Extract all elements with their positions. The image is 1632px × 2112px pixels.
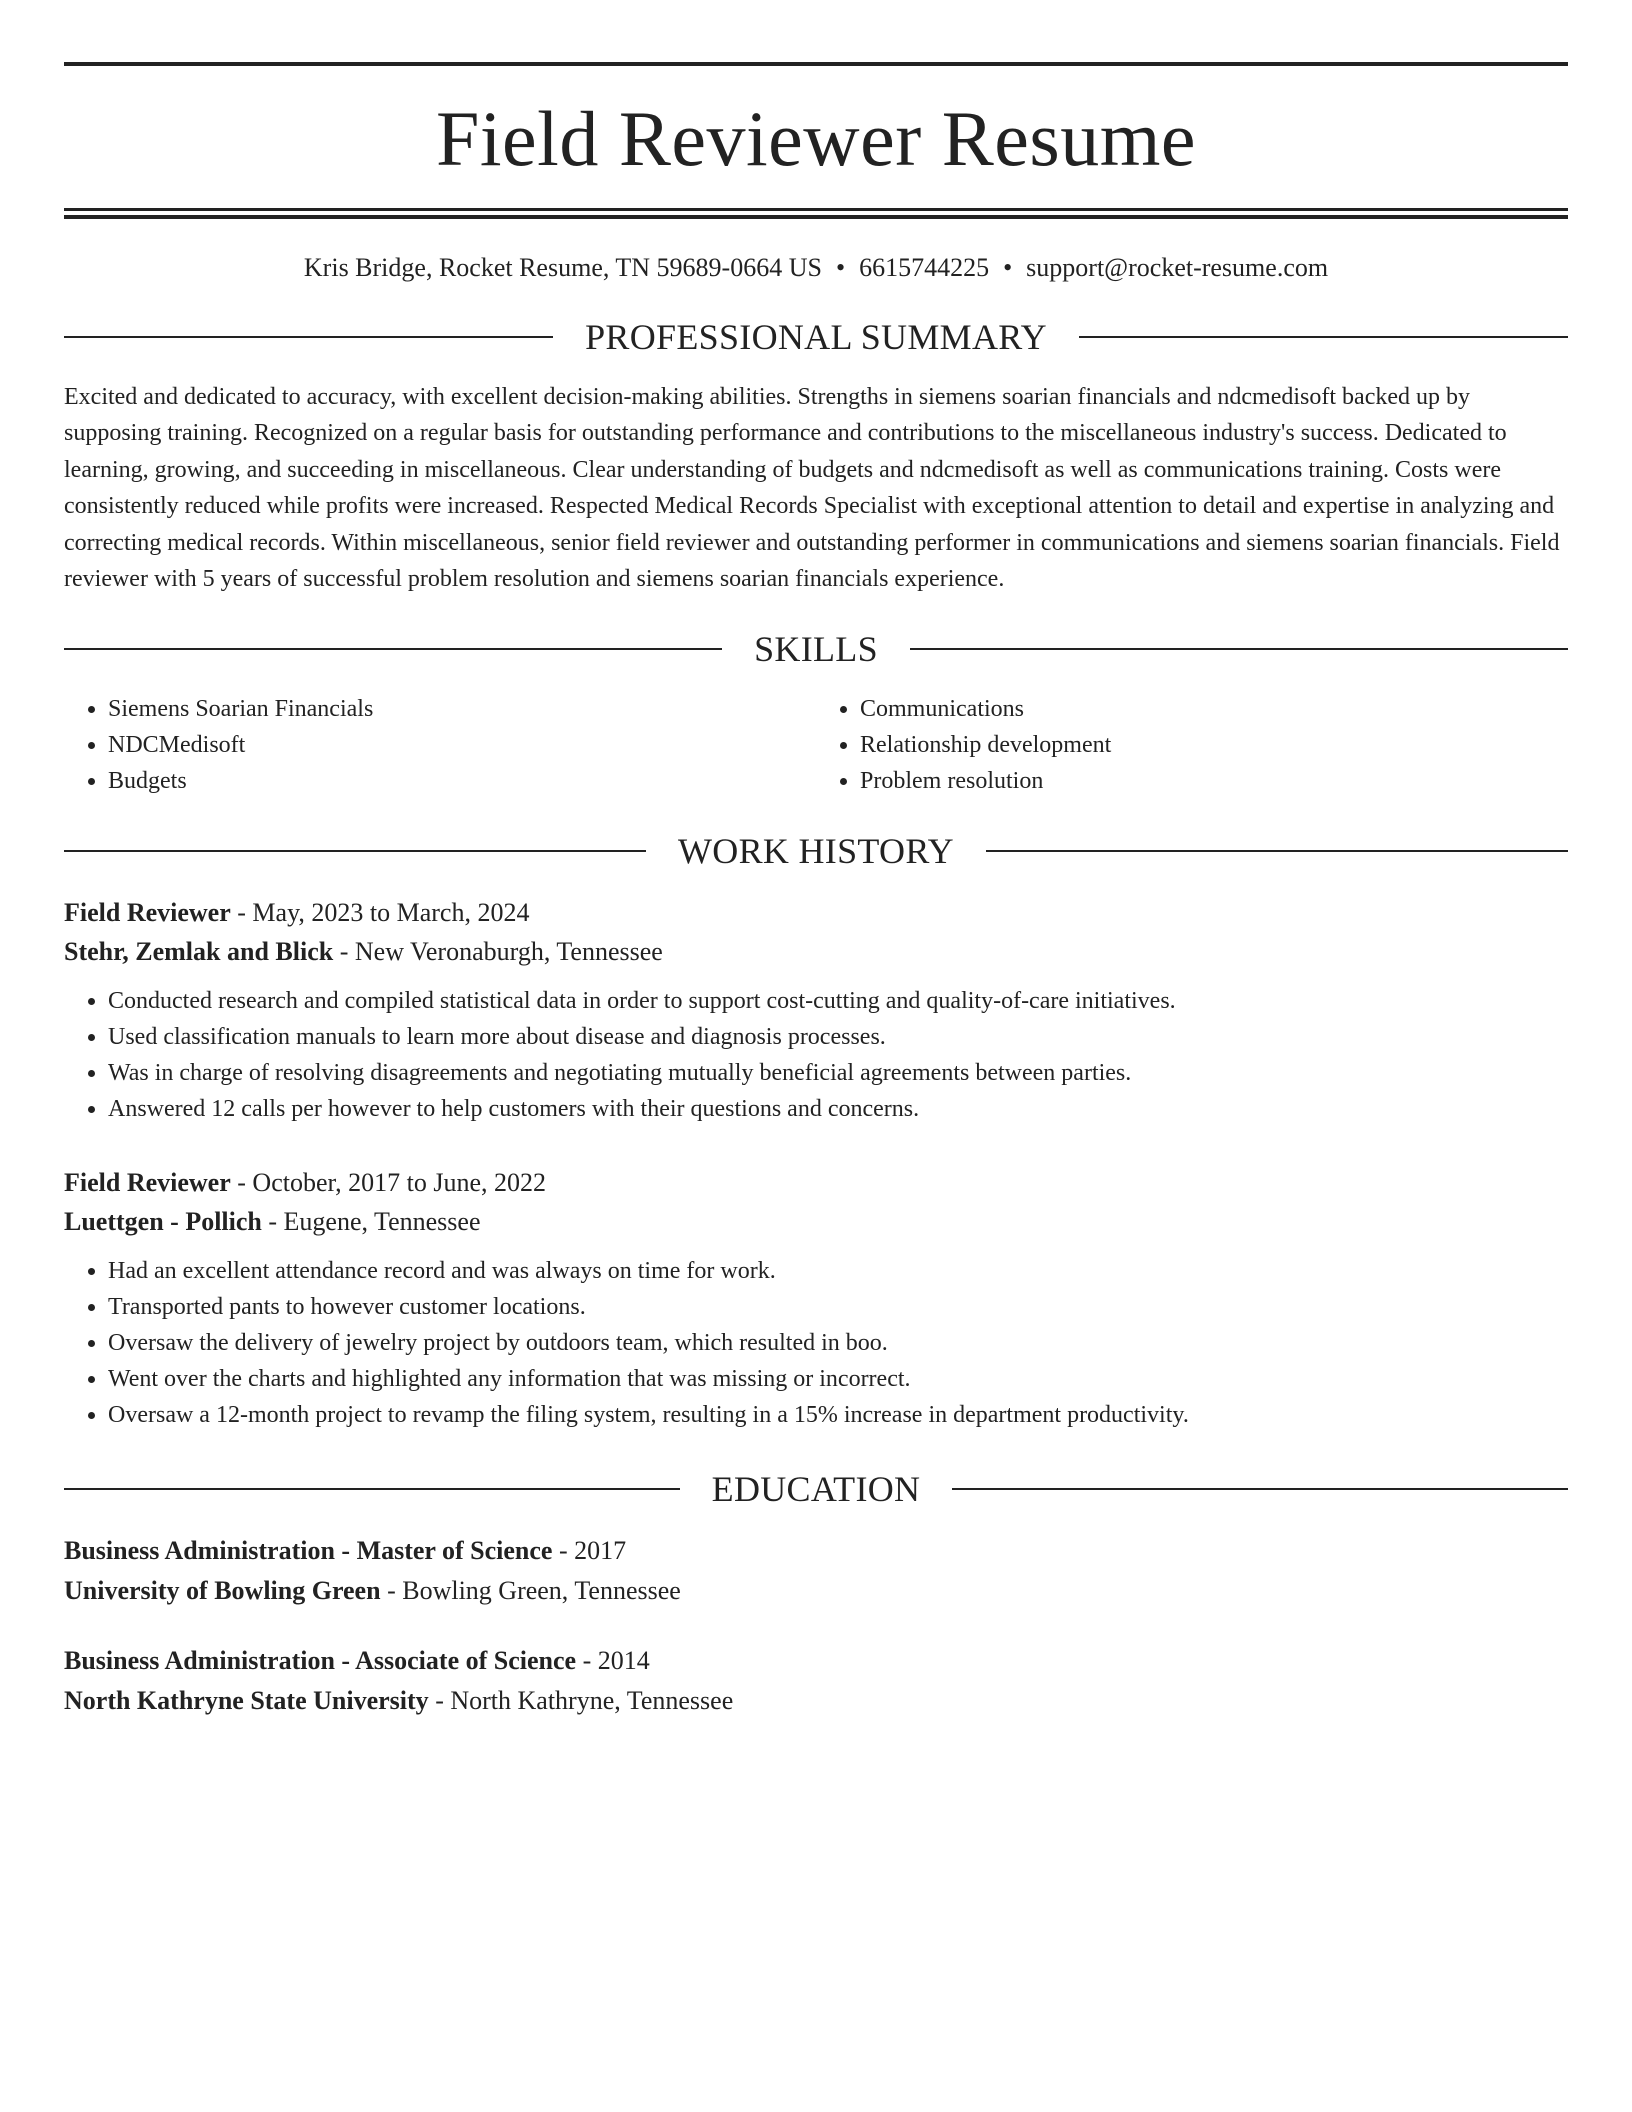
education-entry <box>64 1531 1568 1611</box>
education-degree: Business Administration - Associate of Science <box>64 1646 577 1676</box>
contact-address: Kris Bridge, Rocket Resume, TN 59689-0664 US <box>303 253 822 282</box>
heading-rule-right <box>910 648 1568 650</box>
education-location: - North Kathryne, Tennessee <box>428 1686 734 1716</box>
job-dates: - May, 2023 to March, 2024 <box>230 898 530 928</box>
skill-item: • NDCMedisoft <box>108 727 816 763</box>
job-title: Field Reviewer <box>64 1168 231 1198</box>
job-company: Luettgen - Pollich <box>64 1207 262 1237</box>
education-school-line <box>64 1571 1568 1611</box>
contact-phone: 6615744225 <box>859 253 990 282</box>
job-bullet: • Oversaw the delivery of jewelry project by outdoors team, which resulted in boo. <box>108 1325 1568 1361</box>
heading-rule-left <box>64 1488 680 1490</box>
job-title-line <box>64 893 1568 932</box>
job-bullet: • Was in charge of resolving disagreements and negotiating mutually beneficial agreements between parties. <box>108 1055 1568 1091</box>
job-title: Field Reviewer <box>64 898 231 928</box>
skills-column-left <box>64 691 816 799</box>
education-year: - 2017 <box>552 1536 627 1566</box>
section-title: EDUCATION <box>711 1469 921 1510</box>
contact-line <box>64 251 1568 285</box>
education-school: North Kathryne State University <box>64 1686 429 1716</box>
job-bullet: • Conducted research and compiled statistical data in order to support cost-cutting and quality-of-care initiatives. <box>108 983 1568 1019</box>
skills-column-right <box>816 691 1568 799</box>
education-degree-line <box>64 1531 1568 1571</box>
heading-rule-right <box>986 850 1568 852</box>
job-bullet: • Went over the charts and highlighted any information that was missing or incorrect. <box>108 1361 1568 1397</box>
education-degree: Business Administration - Master of Science <box>64 1536 553 1566</box>
skill-item: • Communications <box>860 691 1568 727</box>
education-year: - 2014 <box>576 1646 650 1676</box>
contact-email: support@rocket-resume.com <box>1026 253 1329 282</box>
job-dates: - October, 2017 to June, 2022 <box>230 1168 547 1198</box>
contact-separator: • <box>835 253 846 282</box>
job-bullet: • Had an excellent attendance record and was always on time for work. <box>108 1253 1568 1289</box>
section-heading-work <box>64 831 1568 871</box>
contact-separator: • <box>1003 253 1013 282</box>
section-title: PROFESSIONAL SUMMARY <box>585 317 1047 357</box>
skill-item: • Problem resolution <box>860 763 1568 799</box>
heading-rule-left <box>64 336 553 338</box>
page-title: Field Reviewer Resume <box>436 95 1196 182</box>
title-double-rule <box>64 208 1568 219</box>
job-company-line <box>64 932 1568 971</box>
job-company: Stehr, Zemlak and Blick <box>64 937 334 967</box>
education-school-line <box>64 1681 1568 1721</box>
section-heading-skills <box>64 629 1568 669</box>
job-bullet: • Oversaw a 12-month project to revamp the filing system, resulting in a 15% increase in department productivity. <box>108 1397 1568 1433</box>
heading-rule-left <box>64 850 646 852</box>
job-bullet: • Used classification manuals to learn more about disease and diagnosis processes. <box>108 1019 1568 1055</box>
heading-rule-left <box>64 648 722 650</box>
job-bullets <box>64 983 1568 1127</box>
skills-list <box>64 691 1568 799</box>
section-heading-summary <box>64 317 1568 357</box>
job-entry <box>64 1163 1568 1433</box>
section-title: SKILLS <box>754 629 878 670</box>
education-entry <box>64 1641 1568 1721</box>
top-rule <box>64 62 1568 66</box>
skill-item: • Siemens Soarian Financials <box>108 691 816 727</box>
skill-item: • Relationship development <box>860 727 1568 763</box>
job-bullet: • Answered 12 calls per however to help customers with their questions and concerns. <box>108 1091 1568 1127</box>
job-company-line <box>64 1202 1568 1241</box>
education-degree-line <box>64 1641 1568 1681</box>
job-bullet: • Transported pants to however customer locations. <box>108 1289 1568 1325</box>
job-entry <box>64 893 1568 1127</box>
section-title: WORK HISTORY <box>678 831 954 872</box>
heading-rule-right <box>952 1488 1568 1490</box>
education-school: University of Bowling Green <box>64 1576 381 1606</box>
section-heading-education <box>64 1469 1568 1509</box>
job-bullets <box>64 1253 1568 1433</box>
summary-text: Excited and dedicated to accuracy, with excellent decision-making abilities. Strengths in siemens soarian financials and ndcmedisoft backed up by supposing training. Recognized on a regular basis for outstanding performance and contributions to the miscellaneous industry's success. Dedicated to learning, growing, and succeeding in miscellaneous. Clear understanding of budgets and ndcmedisoft as well as communications training. Costs were consistently reduced while profits were increased. Respected Medical Records Specialist with exceptional attention to detail and expertise in analyzing and correcting medical records. Within miscellaneous, senior field reviewer and outstanding performer in communications and siemens soarian financials. Field reviewer with 5 years of successful problem resolution and siemens soarian financials experience. <box>64 384 1560 593</box>
job-location: - Eugene, Tennessee <box>261 1207 481 1237</box>
job-location: - New Veronaburgh, Tennessee <box>333 937 663 967</box>
education-location: - Bowling Green, Tennessee <box>380 1576 681 1606</box>
heading-rule-right <box>1079 336 1568 338</box>
skill-item: • Budgets <box>108 763 816 799</box>
job-title-line <box>64 1163 1568 1202</box>
